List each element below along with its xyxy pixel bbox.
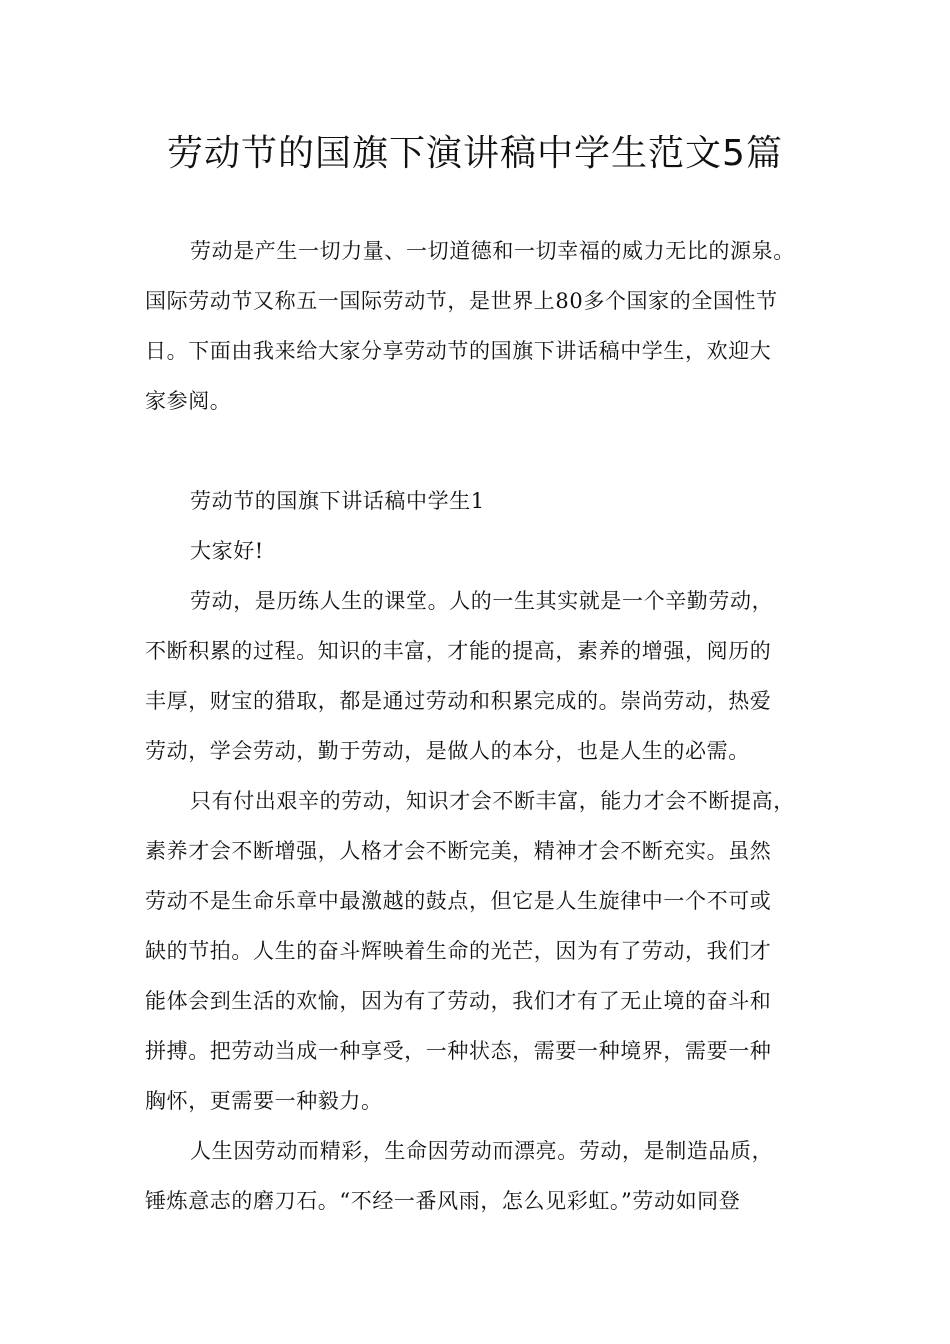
paragraph2-line-6: 拼搏。把劳动当成一种享受，一种状态，需要一种境界，需要一种: [145, 1039, 772, 1063]
greeting: 大家好!: [190, 539, 264, 563]
paragraph3-line-2: 锤炼意志的磨刀石。“不经一番风雨，怎么见彩虹。”劳动如同登: [145, 1189, 741, 1213]
paragraph1-line-3: 丰厚，财宝的猎取，都是通过劳动和积累完成的。崇尚劳动，热爱: [145, 689, 772, 713]
paragraph2-line-2: 素养才会不断增强，人格才会不断完美，精神才会不断充实。虽然: [145, 839, 772, 863]
paragraph1-line-2: 不断积累的过程。知识的丰富，才能的提高，素养的增强，阅历的: [145, 639, 772, 663]
paragraph2-line-5: 能体会到生活的欢愉，因为有了劳动，我们才有了无止境的奋斗和: [145, 989, 772, 1013]
intro-line-4: 家参阅。: [145, 389, 232, 413]
paragraph2-line-1: 只有付出艰辛的劳动，知识才会不断丰富，能力才会不断提高，: [190, 789, 795, 813]
section-heading: 劳动节的国旗下讲话稿中学生1: [190, 489, 485, 513]
document-title: 劳动节的国旗下演讲稿中学生范文5篇: [167, 133, 783, 174]
intro-line-2: 国际劳动节又称五一国际劳动节，是世界上80多个国家的全国性节: [145, 289, 778, 313]
intro-line-3: 日。下面由我来给大家分享劳动节的国旗下讲话稿中学生，欢迎大: [145, 339, 772, 363]
paragraph2-line-4: 缺的节拍。人生的奋斗辉映着生命的光芒，因为有了劳动，我们才: [145, 939, 772, 963]
paragraph1-line-4: 劳动，学会劳动，勤于劳动，是做人的本分，也是人生的必需。: [145, 739, 750, 763]
intro-line-1: 劳动是产生一切力量、一切道德和一切幸福的威力无比的源泉。: [190, 239, 795, 263]
paragraph2-line-7: 胸怀，更需要一种毅力。: [145, 1089, 383, 1113]
paragraph3-line-1: 人生因劳动而精彩，生命因劳动而漂亮。劳动，是制造品质，: [190, 1139, 774, 1163]
paragraph2-line-3: 劳动不是生命乐章中最激越的鼓点，但它是人生旋律中一个不可或: [145, 889, 772, 913]
paragraph1-line-1: 劳动，是历练人生的课堂。人的一生其实就是一个辛勤劳动，: [190, 589, 774, 613]
